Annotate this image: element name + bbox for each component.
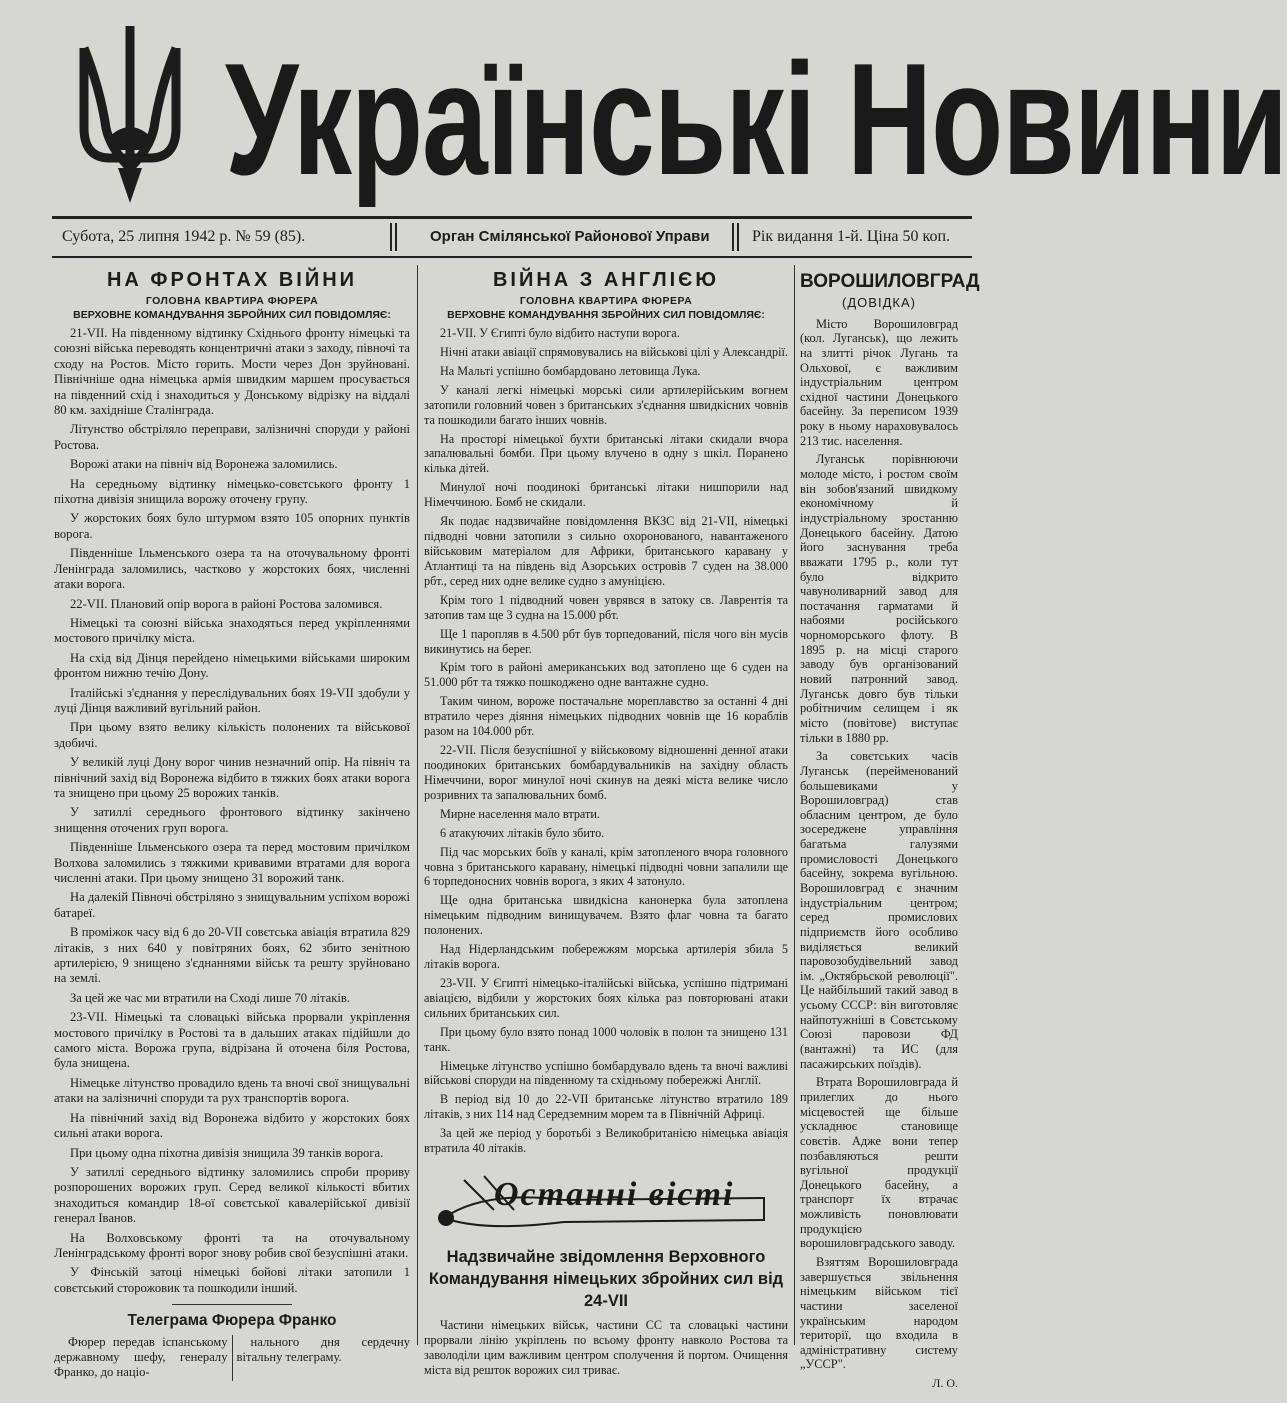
- article-paragraph: Минулої ночі поодинокі британські літаки нишпорили над Німеччиною. Бомб не скидали.: [424, 480, 788, 510]
- article-paragraph: На середньому відтинку німецько-совєтського фронту 1 піхотна дивізія знищила ворожу оточену групу.: [54, 476, 410, 507]
- article-paragraph: Луганськ порівнюючи молоде місто, і ростом своїм він зобов'язаний швидкому економічному й індустріальному зростанню Донецького басейну. Датою його заснування треба вважати 1795 р., коли тут було відкрито чавуноливарний завод для постачання гарматами й набоями російського чорноморського флоту. В 1895 р. на місці старого заводу був організований новий патронний завод. Луганськ довго був тільки робітничим селищем і як місто (повітове) виступає тільки в 1880 рр.: [800, 452, 958, 745]
- column-war-england: [424, 262, 788, 1382]
- telegram-text: нального дня сердечну вітальну телеграму.: [236, 1334, 410, 1364]
- article-paragraph: Втрата Ворошиловграда й прилеглих до нього місцевостей ще більше ускладнює становище совєтів. Адже вони тепер позбавляються решти вугільної продукції Донецького басейну, а транспорт їх втрачає можливість поновлювати продукцією ворошиловградського заводу.: [800, 1075, 958, 1251]
- info-bar: [52, 219, 972, 255]
- article-paragraph: У Фінській затоці німецькі бойові літаки затопили 1 совєтський сторожовик та пошкодили інший.: [54, 1265, 410, 1295]
- article-paragraph: У затиллі середнього відтинку заломились спроби прориву розпорошених ворожих груп. Серед великої кількості вбитих знаходиться командир 18-ої совєтської кавалерійської дивізії генерал Іванов.: [54, 1164, 410, 1226]
- section-subtitle: ГОЛОВНА КВАРТИРА ФЮРЕРА: [519, 295, 693, 307]
- column-divider: [794, 265, 795, 1345]
- article-paragraph: 23-VII. Німецькі та словацькі війська прорвали укріплення мостового причілку в Ростові та в дальших атаках підійшли до самого міста. Ворожа група, відрізана й оточена біля Ростова, була знищена.: [54, 1010, 410, 1071]
- article-paragraph: 6 атакуючих літаків було збито.: [440, 825, 605, 840]
- article-paragraph: У каналі легкі німецькі морські сили артилерійським вогнем затопили головний човен з британських з'єднання швидкісних човнів та пошкодили багато інших човнів.: [424, 382, 788, 427]
- section-subtitle: ВЕРХОВНЕ КОМАНДУВАННЯ ЗБРОЙНИХ СИЛ ПОВІДОМЛЯЄ:: [447, 309, 765, 321]
- latest-news-banner: [424, 1170, 788, 1240]
- article-paragraph: 21-VII. На південному відтинку Східнього фронту німецькі та союзні війська переводять концентричні атаки з заходу, півночі та сходу на Ростов. Місто горить. Мости через Дон зруйновані. Північніше одна німецька армія швидким маршем просувається на південний схід і знаходиться у Донському відрізку на віддалі 80 км. західніше Сталінграда.: [54, 326, 410, 418]
- article-paragraph: Як подає надзвичайне повідомлення ВКЗС від 21-VII, німецькі підводні човни затопили з сильно охоронованого, навантаженого військовим матеріалом для Африки, британського каравану у Атлантиці та на південь від Азорських островів 7 суден на 38.000 рбт., серед них одне велике судно з амуніцією.: [424, 514, 788, 588]
- article-paragraph: Німецькі та союзні війська знаходяться перед укріпленнями мостового причілку міста.: [54, 615, 410, 646]
- article-paragraph: 22-VII. Плановий опір ворога в районі Ростова заломився.: [70, 596, 383, 611]
- telegram-text: Фюрер передав іспанському державному шефу, генералу Франко, до націо-: [54, 1334, 228, 1380]
- column-divider: [417, 265, 418, 1345]
- article-paragraph: За цей же час ми втратили на Сході лише 70 літаків.: [70, 990, 350, 1005]
- article-paragraph: Літунство обстріляло переправи, залізничні споруди у районі Ростова.: [54, 422, 410, 452]
- telegram-title: Телеграма Фюрера Франко: [127, 1312, 337, 1330]
- extra-report-title: Надзвичайне звідомлення Верховного Командування німецьких збройних сил від 24-VII: [428, 1248, 784, 1311]
- article-paragraph: 22-VII. Після безуспішної у військовому відношенні денної атаки поодиноких британських бомбардувальників на західну область Німеччини, ворог минулої ночі скинув на деякі міста велике число розривних та запалювальних бомб.: [424, 743, 788, 802]
- article-paragraph: Взяттям Ворошиловграда завершується звільнення німецьким військом тієї частини заселеної українським народом території, що входила в адміністративну систему „УССР".: [800, 1255, 958, 1372]
- article-paragraph: У великій луці Дону ворог чинив незначний опір. На північ та північний захід від Воронежа відбито в тяжких боях атаки ворога та знищено при цьому 25 ворожих танків.: [54, 755, 410, 800]
- issue-date: Субота, 25 липня 1942 р. № 59 (85).: [62, 228, 306, 245]
- article-paragraph: Мирне населення мало втрати.: [440, 806, 600, 821]
- article-paragraph: При цьому було взято понад 1000 чоловік в полон та знищено 131 танк.: [424, 1024, 788, 1054]
- article-paragraph: Таким чином, вороже постачальне мореплавство за останні 4 дні втратило через діяння німецьких підводних човнів ще 16 кораблів разом на 104.000 рбт.: [424, 694, 788, 739]
- city-subtitle: (ДОВІДКА): [842, 295, 916, 310]
- article-paragraph: Південніше Ільменського озера та перед мостовим причілком Волхова заломились з тяжкими кривавими втратами для ворога численні атаки. При цьому знищено 31 ворожий танк.: [54, 840, 410, 885]
- extra-report-text: Частини німецьких військ, частини СС та словацькі частини прорвали лінію укріплень по всьому фронту навколо Ростова та заволоділи цим важливим центром сполучення й портом. Очищення міста від решток ворожих сил триває.: [424, 1318, 788, 1377]
- masthead-title: Українські Новини: [225, 30, 1287, 210]
- article-paragraph: Німецьке літунство провадило вдень та вночі свої знищувальні атаки на залізничні споруди та рух транспортів ворога.: [54, 1075, 410, 1106]
- info-separator: [390, 223, 397, 251]
- column-voroshylovgrad: [800, 262, 980, 1391]
- article-paragraph: У затиллі середнього фронтового відтинку закінчено знищення оточених груп ворога.: [54, 805, 410, 835]
- article-paragraph: На Мальті успішно бомбардовано летовища Лука.: [440, 363, 701, 378]
- article-paragraph: Місто Ворошиловград (кол. Луганськ), що лежить на злитті річок Лугань та Ольхової, є важливим індустріальним центром східної частини Донецького басейну. За переписом 1939 року в ньому нараховувалось 213 тис. населення.: [800, 316, 958, 448]
- article-paragraph: На далекій Півночі обстріляно з знищувальним успіхом ворожі батареї.: [54, 890, 410, 920]
- banner-title: Останні вісті: [494, 1176, 735, 1214]
- article-paragraph: При цьому одна піхотна дивізія знищила 39 танків ворога.: [70, 1145, 384, 1160]
- article-paragraph: Південніше Ільменського озера та на оточувальному фронті Ленінграда заломились, частково у жорстоких боях, численні атаки ворога.: [54, 546, 410, 592]
- article-paragraph: За совєтських часів Луганськ (перейменований большевиками у Ворошиловград) став обласним центром, де було зосереджене управління багатьма галузями промисловості Донецького басейну, зокрема вугільною. Ворошиловград є значним індустріальним центром; серед промислових підприємств його особливо виділяється великий паровозобудівельний завод ім. „Октябрьской революції". Це найбільший такий завод в усьому СССР: він виготовляє найпотужніші в Совєтському Союзі паровози ФД (вантажні) та ИС (для пасажирських поїздів).: [800, 749, 958, 1071]
- article-paragraph: На просторі німецької бухти британські літаки скидали вчора запалювальні бомби. При цьому влучено в одну з шкіл. Поранено кілька дітей.: [424, 431, 788, 476]
- article-paragraph: Ворожі атаки на північ від Воронежа заломились.: [70, 457, 338, 472]
- article-paragraph: Німецьке літунство успішно бомбардувало вдень та вночі важливі військові споруди на південному та східньому побережжі Англії.: [424, 1058, 788, 1088]
- article-paragraph: Крім того в районі американських вод затоплено ще 6 суден на 51.000 рбт та тяжко пошкоджено одне вантажне судно.: [424, 660, 788, 690]
- article-paragraph: У жорстоких боях було штурмом взято 105 опорних пунктів ворога.: [54, 511, 410, 541]
- article-paragraph: Під час морських боїв у каналі, крім затопленого вчора головного човна з британського каравану, німецькі підводні човни запалили ще 6 торпедоносних човнів ворога, з яких 4 затонуло.: [424, 844, 788, 889]
- trident-icon: [70, 18, 190, 208]
- article-paragraph: Нічні атаки авіації спрямовувались на військові цілі у Александрії.: [440, 344, 788, 359]
- article-paragraph: Італійські з'єднання у переслідувальних боях 19-VII здобули у луці Дінця важливий вугільний район.: [54, 685, 410, 715]
- masthead-rule-bottom: [52, 256, 972, 258]
- article-paragraph: При цьому взято велику кількість полонених та військової здобичі.: [54, 720, 410, 750]
- telegram-body: [54, 1335, 410, 1381]
- article-paragraph: Ще 1 паропляв в 4.500 рбт був торпедований, після чого він мусів викинутись на берег.: [424, 626, 788, 656]
- article-paragraph: 23-VII. У Єгипті німецько-італійські війська, успішно підтримані авіацією, відбили у жорстоких боях кілька раз повторювані атаки сильних британських сил.: [424, 975, 788, 1020]
- city-title: ВОРОШИЛОВГРАД: [800, 271, 980, 292]
- divider: [172, 1304, 292, 1305]
- column-war-fronts: [54, 262, 410, 1381]
- section-subtitle: ВЕРХОВНЕ КОМАНДУВАННЯ ЗБРОЙНИХ СИЛ ПОВІДОМЛЯЄ:: [73, 309, 391, 321]
- section-subtitle: ГОЛОВНА КВАРТИРА ФЮРЕРА: [145, 295, 319, 307]
- article-paragraph: Крім того 1 підводний човен уврявся в затоку св. Лаврентія та затопив там ще 3 судна на 15.000 рбт.: [424, 592, 788, 622]
- article-paragraph: На Волховському фронті та на оточувальному Ленінградському фронті ворог знову робив свої безуспішні атаки.: [54, 1230, 410, 1260]
- article-paragraph: Над Нідерландським побережжям морська артилерія збила 5 літаків ворога.: [424, 942, 788, 972]
- issue-price: Рік видання 1-й. Ціна 50 коп.: [752, 228, 951, 245]
- section-title: ВІЙНА З АНГЛІЄЮ: [492, 269, 720, 291]
- article-paragraph: За цей же період у боротьбі з Великобританією німецька авіація втратила 40 літаків.: [424, 1126, 788, 1156]
- article-paragraph: На схід від Дінця перейдено німецькими військами широким фронтом нижню течію Дону.: [54, 650, 410, 681]
- article-paragraph: В проміжок часу від 6 до 20-VII совєтська авіація втратила 829 літаків, з них 640 у повітряних боях, 62 збито зенітною артилерією, 9 знищено з'єднаннями військ та решту зруйновано на землі.: [54, 925, 410, 986]
- article-paragraph: 21-VII. У Єгипті було відбито наступи ворога.: [440, 326, 680, 340]
- article-paragraph: В період від 10 до 22-VII британське літунство втратило 189 літаків, з них 114 над Середземним морем та в Північній Африці.: [424, 1092, 788, 1122]
- author-signature: Л. О.: [932, 1376, 958, 1391]
- info-separator: [732, 223, 739, 251]
- article-paragraph: На північний захід від Воронежа відбито у жорстоких боях сильні атаки ворога.: [54, 1110, 410, 1141]
- article-paragraph: Ще одна британська швидкісна канонерка була затоплена німецьким підводним винищувачем. Взято флаг човна та багато полонених.: [424, 893, 788, 938]
- publisher-organ: Орган Смілянської Районової Управи: [430, 228, 710, 245]
- section-title: НА ФРОНТАХ ВІЙНИ: [106, 269, 358, 291]
